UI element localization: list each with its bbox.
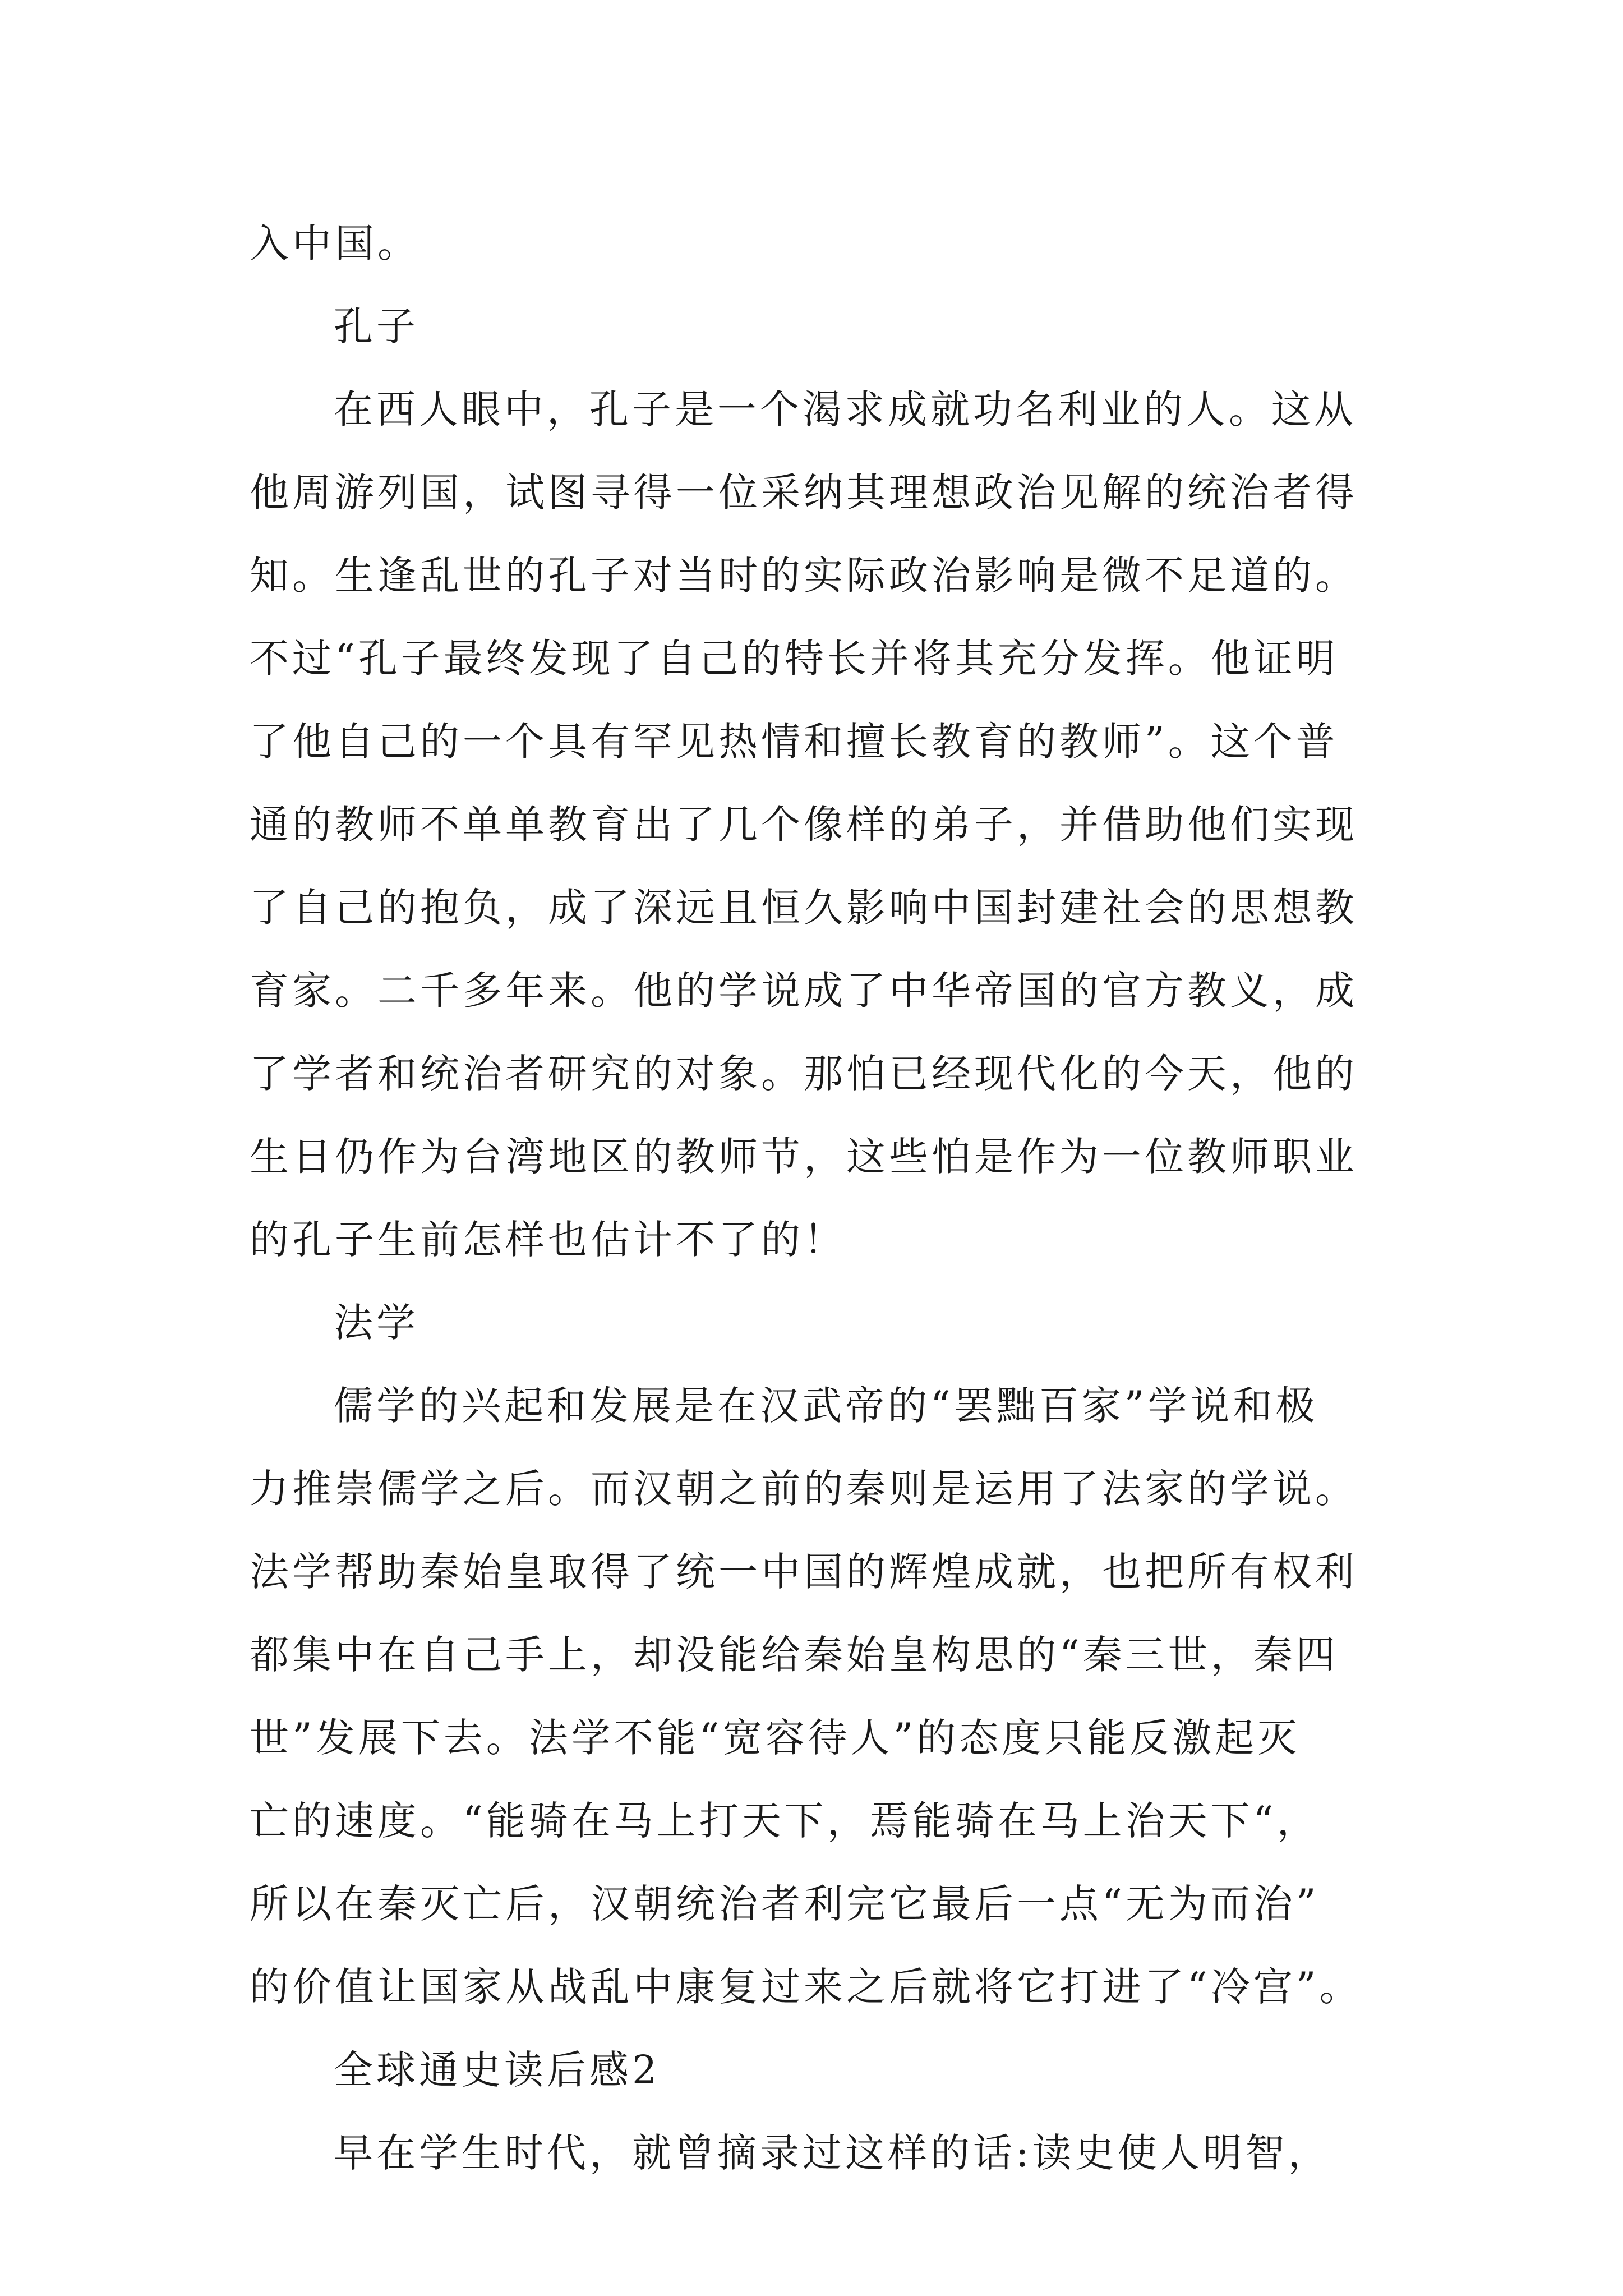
text-line: 入中国。	[250, 220, 420, 266]
section-heading-faxue: 法学	[334, 1300, 419, 1346]
text-line: 育家。二千多年来。他的学说成了中华帝国的官方教义，成	[250, 968, 1358, 1014]
text-line: 知。生逢乱世的孔子对当时的实际政治影响是微不足道的。	[250, 553, 1358, 599]
text-line: 的价值让国家从战乱中康复过来之后就将它打进了“冷宫”。	[250, 1964, 1362, 2010]
text-line: 了自己的抱负，成了深远且恒久影响中国封建社会的思想教	[250, 885, 1358, 931]
text-line: 法学帮助秦始皇取得了统一中国的辉煌成就，也把所有权利	[250, 1549, 1358, 1595]
text-line: 在西人眼中，孔子是一个渴求成就功名利业的人。这从	[334, 386, 1357, 432]
text-line: 不过“孔子最终发现了自己的特长并将其充分发挥。他证明	[250, 636, 1339, 682]
document-body	[250, 202, 1405, 2194]
text-line: 通的教师不单单教育出了几个像样的弟子，并借助他们实现	[250, 802, 1358, 848]
text-line: 了学者和统治者研究的对象。那怕已经现代化的今天，他的	[250, 1051, 1358, 1097]
text-line: 力推崇儒学之后。而汉朝之前的秦则是运用了法家的学说。	[250, 1466, 1358, 1512]
text-line: 了他自己的一个具有罕见热情和擅长教育的教师”。这个普	[250, 719, 1339, 765]
text-line: 世”发展下去。法学不能“宽容待人”的态度只能反激起灭	[250, 1715, 1301, 1761]
text-line: 儒学的兴起和发展是在汉武帝的“罢黜百家”学说和极	[334, 1383, 1318, 1429]
section-heading-review-2: 全球通史读后感2	[334, 2047, 661, 2093]
text-line: 都集中在自己手上，却没能给秦始皇构思的“秦三世，秦四	[250, 1632, 1339, 1678]
text-line: 生日仍作为台湾地区的教师节，这些怕是作为一位教师职业	[250, 1134, 1358, 1180]
text-line: 早在学生时代，就曾摘录过这样的话:读史使人明智，	[334, 2130, 1331, 2176]
text-line: 的孔子生前怎样也估计不了的！	[250, 1217, 846, 1263]
section-heading-kongzi: 孔子	[334, 303, 419, 349]
text-line: 亡的速度。“能骑在马上打天下，焉能骑在马上治天下“，	[250, 1798, 1320, 1844]
text-line: 他周游列国，试图寻得一位采纳其理想政治见解的统治者得	[250, 470, 1358, 516]
text-line: 所以在秦灭亡后，汉朝统治者利完它最后一点“无为而治”	[250, 1881, 1320, 1927]
